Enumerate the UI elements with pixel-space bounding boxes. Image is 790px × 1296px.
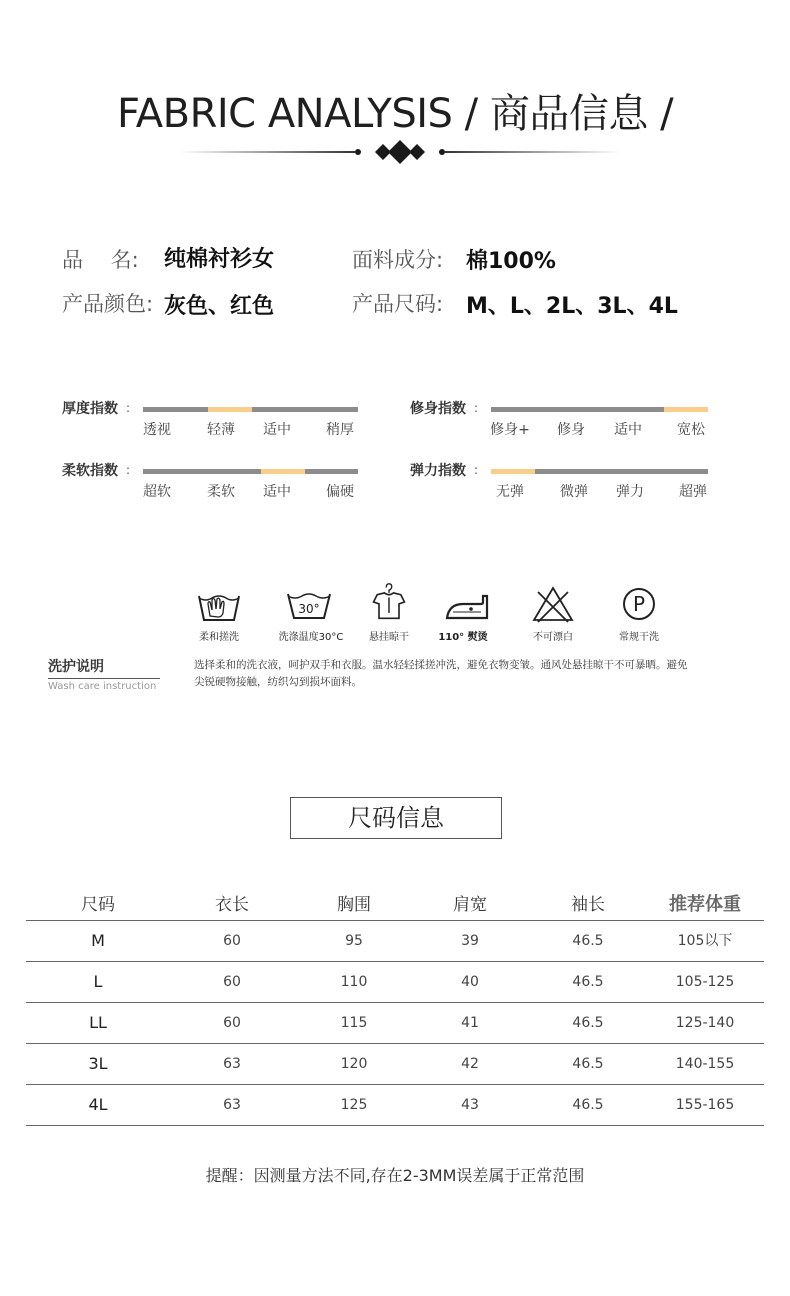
indicator-colon: : <box>474 401 479 415</box>
fabric-label: 面料成分: <box>352 248 444 272</box>
table-row <box>26 962 764 1003</box>
no-bleach-icon <box>528 584 578 624</box>
indicator-tick: 宽松 <box>677 422 705 438</box>
table-cell: 60 <box>223 1015 241 1031</box>
table-cell: M <box>91 931 105 950</box>
table-row <box>26 1044 764 1085</box>
table-cell: 105-125 <box>675 974 735 990</box>
wash-30-icon <box>284 586 334 626</box>
indicator-track <box>143 407 358 412</box>
size-value: M、L、2L、3L、4L <box>466 294 678 319</box>
dry-clean-letter: P <box>632 592 646 616</box>
care-title-rule <box>48 678 160 679</box>
table-cell: 3L <box>88 1054 108 1073</box>
indicator-tick: 微弹 <box>560 484 588 500</box>
table-cell: L <box>93 972 103 991</box>
table-cell: 63 <box>223 1056 241 1072</box>
indicator-label: 厚度指数 <box>62 401 118 417</box>
table-cell: 125 <box>340 1097 368 1113</box>
table-cell: 60 <box>223 933 241 949</box>
care-caption: 柔和搓洗 <box>199 632 239 643</box>
table-cell: 43 <box>461 1097 479 1113</box>
indicator-tick: 轻薄 <box>207 422 235 438</box>
table-cell: 63 <box>223 1097 241 1113</box>
header-divider <box>180 138 620 166</box>
table-cell: 120 <box>340 1056 368 1072</box>
table-cell: 42 <box>461 1056 479 1072</box>
table-cell: 115 <box>340 1015 368 1031</box>
care-subtitle: Wash care instruction <box>48 681 157 692</box>
indicator-tick: 修身+ <box>490 422 530 438</box>
table-cell: 46.5 <box>572 1097 604 1113</box>
indicator-label: 柔软指数 <box>62 463 118 479</box>
indicator-highlight <box>208 407 252 412</box>
care-caption: 常规干洗 <box>619 632 659 643</box>
color-value: 灰色、红色 <box>164 294 275 319</box>
indicator-tick: 透视 <box>143 422 171 438</box>
elasticity-indicator <box>410 460 710 504</box>
care-caption: 110° 熨烫 <box>438 632 488 643</box>
table-cell: 155-165 <box>675 1097 735 1113</box>
table-cell: 125-140 <box>675 1015 735 1031</box>
indicator-tick: 超弹 <box>679 484 707 500</box>
indicator-highlight <box>261 469 305 474</box>
column-header: 肩宽 <box>453 895 487 915</box>
indicator-tick: 无弹 <box>496 484 524 500</box>
size-label: 产品尺码: <box>352 292 444 316</box>
table-cell: 60 <box>223 974 241 990</box>
indicator-tick: 适中 <box>263 484 291 500</box>
table-cell: 140-155 <box>675 1056 735 1072</box>
table-cell: 41 <box>461 1015 479 1031</box>
indicator-track <box>491 407 708 412</box>
indicator-tick: 修身 <box>557 422 585 438</box>
indicator-label: 弹力指数 <box>410 463 466 479</box>
care-title: 洗护说明 <box>48 659 104 675</box>
table-row <box>26 1085 764 1126</box>
indicator-tick: 弹力 <box>616 484 644 500</box>
indicator-highlight <box>664 407 708 412</box>
indicator-colon: : <box>126 401 131 415</box>
hand-wash-icon <box>194 586 244 626</box>
color-label: 产品颜色: <box>62 292 154 316</box>
indicator-tick: 稍厚 <box>326 422 354 438</box>
wash-temp: 30° <box>298 602 320 616</box>
table-cell: 46.5 <box>572 1056 604 1072</box>
table-cell: 46.5 <box>572 1015 604 1031</box>
page-title: FABRIC ANALYSIS / 商品信息 / <box>116 91 674 137</box>
table-cell: 39 <box>461 933 479 949</box>
name-label: 品 名: <box>62 248 139 272</box>
table-cell: 46.5 <box>572 974 604 990</box>
table-row <box>26 1003 764 1044</box>
column-header: 胸围 <box>337 895 371 915</box>
indicator-label: 修身指数 <box>410 401 466 417</box>
column-header: 衣长 <box>215 895 249 915</box>
care-instructions: 选择柔和的洗衣液，呵护双手和衣服。温水轻轻揉搓冲洗，避免衣物变皱。通风处悬挂晾干不可暴晒。避免尖锐硬物接触，纺织勾到损坏面料。 <box>194 659 688 688</box>
indicator-highlight <box>491 469 535 474</box>
care-caption: 洗涤温度30°C <box>278 632 344 643</box>
care-caption: 悬挂晾干 <box>369 632 409 643</box>
fit-indicator <box>410 398 710 442</box>
softness-indicator <box>62 460 362 504</box>
size-info-title: 尺码信息 <box>290 797 502 839</box>
indicator-track <box>491 469 708 474</box>
measurement-note: 提醒：因测量方法不同,存在2-3MM误差属于正常范围 <box>205 1166 585 1185</box>
dry-clean-icon <box>614 584 664 624</box>
name-value: 纯棉衬衫女 <box>164 247 275 272</box>
indicator-track <box>143 469 358 474</box>
thickness-indicator <box>62 398 362 442</box>
table-row <box>26 921 764 962</box>
size-table <box>26 886 764 1126</box>
indicator-tick: 适中 <box>263 422 291 438</box>
indicator-tick: 适中 <box>614 422 642 438</box>
table-cell: 105以下 <box>677 933 733 949</box>
fabric-value: 棉100% <box>466 249 556 274</box>
indicator-tick: 超软 <box>143 484 171 500</box>
table-cell: 110 <box>340 974 368 990</box>
column-header: 推荐体重 <box>669 894 741 915</box>
table-cell: 4L <box>88 1095 108 1114</box>
table-cell: 95 <box>345 933 363 949</box>
column-header: 尺码 <box>81 895 115 915</box>
care-caption: 不可漂白 <box>533 632 573 643</box>
table-cell: 46.5 <box>572 933 604 949</box>
indicator-colon: : <box>474 463 479 477</box>
iron-icon <box>441 588 491 628</box>
column-header: 袖长 <box>571 895 605 915</box>
hang-dry-icon <box>364 582 414 622</box>
indicator-colon: : <box>126 463 131 477</box>
indicator-tick: 偏硬 <box>326 484 354 500</box>
table-header-row <box>26 886 764 921</box>
table-body <box>26 921 764 1126</box>
indicator-tick: 柔软 <box>207 484 235 500</box>
table-cell: LL <box>89 1013 107 1032</box>
table-cell: 40 <box>461 974 479 990</box>
